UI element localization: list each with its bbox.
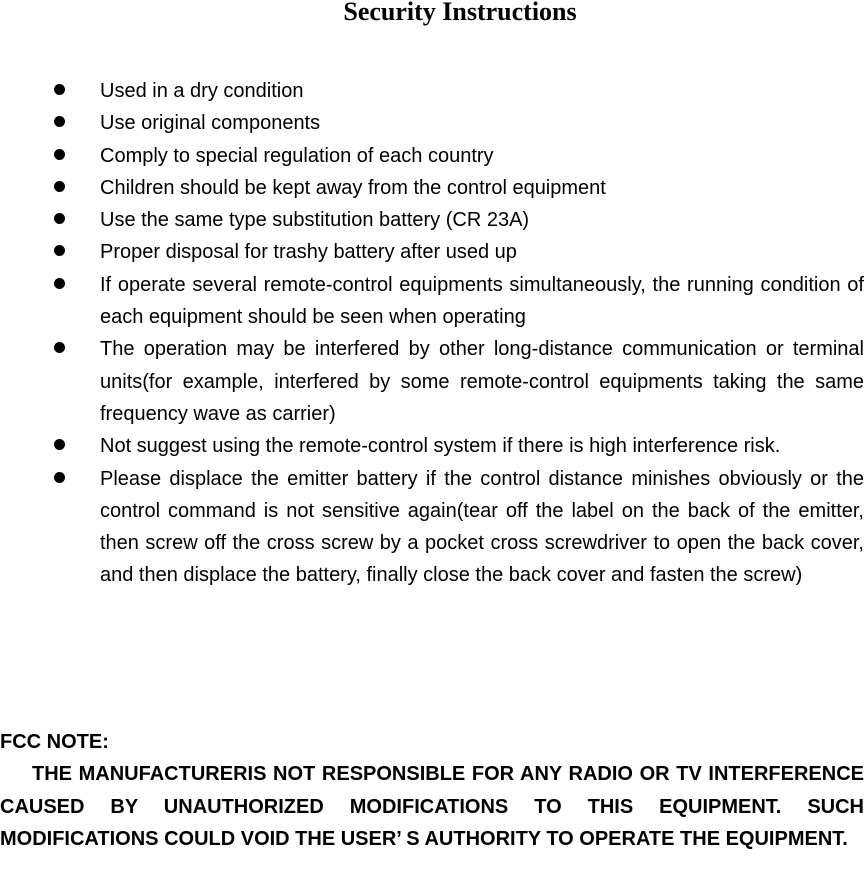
bullet-icon bbox=[54, 278, 65, 289]
instruction-text: Please displace the emitter battery if the control distance minishes obviously or the control command is not sensitive again(tear off the label on the back of the emitter, then screw off the cross screw by a pocket cross screwdriver to open the back cover, and then displace the battery, finally close the back cover and fasten the screw) bbox=[100, 467, 864, 587]
instruction-text: Proper disposal for trashy battery after used up bbox=[100, 241, 517, 264]
instruction-text: Use the same type substitution battery (CR 23A) bbox=[100, 209, 530, 232]
bullet-icon bbox=[54, 181, 65, 192]
list-item bbox=[0, 140, 864, 172]
list-item bbox=[0, 236, 864, 268]
instruction-text: The operation may be interfered by other long-distance communication or terminal units(for example, interfered by some remote-control equipments taking the same frequency wave as carrier) bbox=[100, 338, 864, 425]
bullet-icon bbox=[54, 342, 65, 353]
instruction-text: Use original components bbox=[100, 112, 321, 135]
bullet-icon bbox=[54, 472, 65, 483]
list-item bbox=[0, 75, 864, 107]
instruction-text: Used in a dry condition bbox=[100, 80, 304, 102]
bullet-icon bbox=[54, 245, 65, 256]
instruction-text: Not suggest using the remote-control system if there is high interference risk. bbox=[100, 435, 781, 458]
instruction-text: Comply to special regulation of each country bbox=[100, 144, 494, 167]
bullet-icon bbox=[54, 149, 65, 160]
instruction-text: Children should be kept away from the control equipment bbox=[100, 176, 606, 199]
list-item bbox=[0, 269, 864, 334]
page-title: Security Instructions bbox=[343, 0, 577, 26]
fcc-note-heading: FCC NOTE: bbox=[0, 731, 109, 753]
list-item bbox=[0, 333, 864, 430]
list-item bbox=[0, 172, 864, 204]
list-item bbox=[0, 107, 864, 139]
bullet-icon bbox=[54, 84, 65, 95]
instruction-list bbox=[0, 75, 864, 592]
fcc-note-body: THE MANUFACTURERIS NOT RESPONSIBLE FOR ANY RADIO OR TV INTERFERENCE CAUSED BY UNAUTHORIZED MODIFICATIONS TO THIS EQUIPMENT. SUCH MODIFICATIONS COULD VOID THE USER’ S AUTHORITY TO OPERATE THE EQUIPMENT. bbox=[0, 763, 864, 850]
bullet-icon bbox=[54, 213, 65, 224]
bullet-icon bbox=[54, 439, 65, 450]
list-item bbox=[0, 463, 864, 592]
list-item bbox=[0, 430, 864, 462]
list-item bbox=[0, 204, 864, 236]
bullet-icon bbox=[54, 116, 65, 127]
instruction-text: If operate several remote-control equipments simultaneously, the running condition of each equipment should be seen when operating bbox=[100, 273, 864, 329]
